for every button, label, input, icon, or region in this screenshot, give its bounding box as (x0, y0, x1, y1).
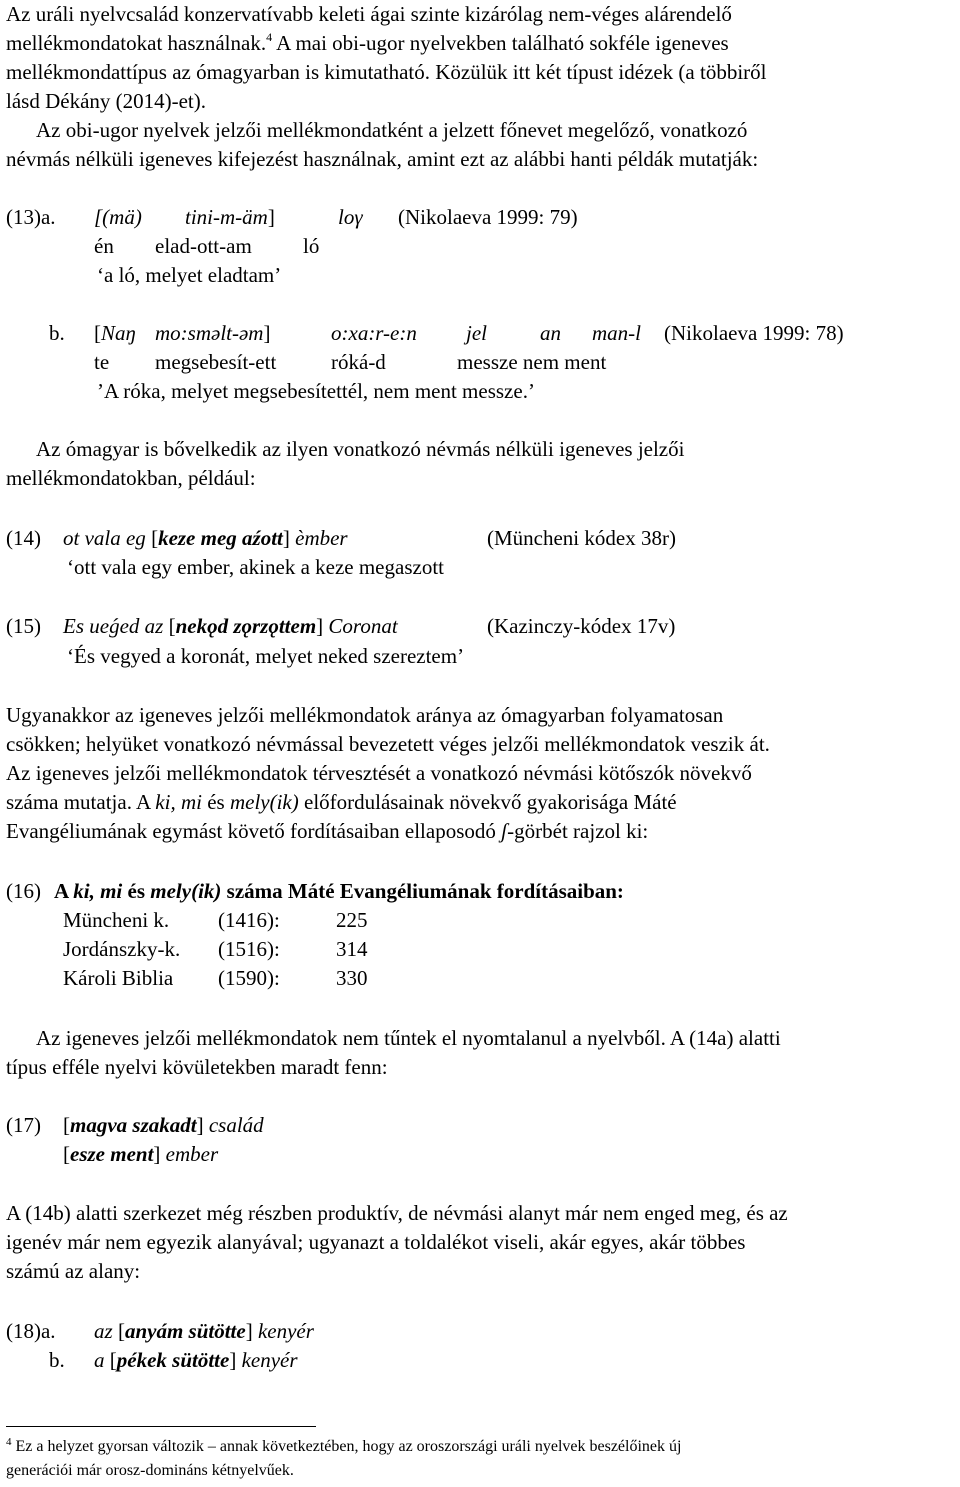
example-13a-words: [(mä) (94, 205, 142, 229)
table-row-name: Jordánszky-k. (63, 937, 181, 961)
footnote-ref: 4 (266, 30, 273, 44)
footnote-line-1: $^4$ Ez a helyzet gyorsan változik – annak következtében, hogy az oroszországi uráli nyelvek beszélőinek új (6, 1436, 682, 1455)
p6-line-2: igenév már nem egyezik alanyával; ugyanazt a toldalékot viseli, akár egyes, akár többes (6, 1230, 746, 1254)
p4-line-2: csökken; helyüket vonatkozó névmással bevezetett véges jelzői mellékmondatok veszik át. (6, 732, 770, 756)
example-13b-w1: [Naŋ (94, 321, 136, 345)
example-18a-label: (18)a. (6, 1319, 56, 1343)
example-13a-verb: tini-m-äm] (185, 205, 275, 229)
p3-line-1: Az ómagyar is bővelkedik az ilyen vonatkozó névmás nélküli igeneves jelzői (36, 437, 685, 461)
example-14-source: (Müncheni kódex 38r) (487, 526, 676, 550)
example-18b-label: b. (49, 1348, 65, 1372)
footnote-line-2: generációi már orosz-domináns kétnyelvűek. (6, 1462, 294, 1479)
example-13b-label: b. (49, 321, 65, 345)
p2-line-1: Az obi-ugor nyelvek jelzői mellékmondatként a jelzett főnevet megelőző, vonatkozó (36, 118, 748, 142)
p1-line-4: lásd Dékány (2014)-et). (6, 89, 207, 113)
footnote-separator (6, 1426, 316, 1427)
example-17-label: (17) (6, 1113, 41, 1137)
example-13a-translation: ‘a ló, melyet eladtam’ (97, 263, 282, 287)
example-13a-label: (13)a. (6, 205, 56, 229)
p4-line-5: Evangéliumának egymást követő fordításaiban ellaposodó ʃ-görbét rajzol ki: (6, 819, 649, 843)
table-row-year: (1516): (218, 937, 280, 961)
p3-line-2: mellékmondatokban, például: (6, 466, 256, 490)
table-row-count: 225 (336, 908, 368, 932)
example-13b-gloss-1: te (94, 350, 110, 374)
p4-line-1: Ugyanakkor az igeneves jelzői mellékmondatok aránya az ómagyarban folyamatosan (6, 703, 724, 727)
p6-line-1: A (14b) alatti szerkezet még részben produktív, de névmási alanyt már nem enged meg, és az (6, 1201, 788, 1225)
example-18b-text: a [pékek sütötte] kenyér (94, 1348, 298, 1372)
example-14-label: (14) (6, 526, 41, 550)
example-13a-gloss-1: én (94, 234, 114, 258)
example-13a-noun: loγ (338, 205, 363, 229)
p1-line-3: mellékmondattípus az ómagyarban is kimutatható. Közülük itt két típust idézek (a többiről (6, 60, 767, 84)
example-13b-gloss-2: megsebesít-ett (155, 350, 277, 374)
example-17-row-1: [magva szakadt] család (63, 1113, 264, 1137)
table-row-year: (1416): (218, 908, 280, 932)
p5-line-2: típus efféle nyelvi kövületekben maradt fenn: (6, 1055, 388, 1079)
footnote-number: 4 (6, 1436, 12, 1448)
example-14-translation: ‘ott vala egy ember, akinek a keze megaszott (67, 555, 444, 579)
example-13b-w5: an (540, 321, 561, 345)
example-15-label: (15) (6, 614, 41, 638)
example-13b-gloss-3: róká-d (331, 350, 386, 374)
p4-line-3: Az igeneves jelzői mellékmondatok térvesztését a vonatkozó névmási kötőszók növekvő (6, 761, 752, 785)
example-15-source: (Kazinczy-kódex 17v) (487, 614, 676, 638)
example-13b-w3: o:xa:r-e:n (331, 321, 417, 345)
example-16-heading: A ki, mi és mely(ik) száma Máté Evangéliumának fordításaiban: (54, 879, 624, 903)
p6-line-3: számú az alany: (6, 1259, 141, 1283)
table-row-count: 330 (336, 966, 368, 990)
example-13b-translation: ’A róka, melyet megsebesítettél, nem ment messze.’ (97, 379, 535, 403)
example-13b-w4: jel (466, 321, 487, 345)
table-row-name: Müncheni k. (63, 908, 170, 932)
table-row-count: 314 (336, 937, 368, 961)
example-15-text: Es ueǵed az [nekǫd zǫrzǫttem] Coronat (63, 614, 398, 638)
p4-line-4: száma mutatja. A ki, mi és mely(ik) előfordulásainak növekvő gyakorisága Máté (6, 790, 677, 814)
p1-line-2: mellékmondatokat használnak.$^4$ A mai obi-ugor nyelvekben található sokféle igeneves (6, 30, 729, 55)
example-13b-w2: mo:smǝlt-ǝm] (155, 321, 271, 345)
p1-line-1: Az uráli nyelvcsalád konzervatívabb keleti ágai szinte kizárólag nem-véges alárendelő (6, 2, 732, 26)
example-17-row-2: [esze ment] ember (63, 1142, 219, 1166)
example-13b-w6: man-l (592, 321, 641, 345)
example-13a-source: (Nikolaeva 1999: 79) (398, 205, 578, 229)
table-row-name: Károli Biblia (63, 966, 174, 990)
example-13a-gloss-3: ló (303, 234, 320, 258)
example-16-label: (16) (6, 879, 41, 903)
example-14-text: ot vala eg [keze meg aźott] èmber (63, 526, 348, 550)
table-row-year: (1590): (218, 966, 280, 990)
example-18a-text: az [anyám sütötte] kenyér (94, 1319, 314, 1343)
p5-line-1: Az igeneves jelzői mellékmondatok nem tűntek el nyomtalanul a nyelvből. A (14a) alatti (36, 1026, 781, 1050)
p2-line-2: névmás nélküli igeneves kifejezést használnak, amint ezt az alábbi hanti példák mutatják: (6, 147, 759, 171)
example-15-translation: ‘És vegyed a koronát, melyet neked szereztem’ (67, 644, 465, 668)
example-13b-source: (Nikolaeva 1999: 78) (664, 321, 844, 345)
example-13b-gloss-4: messze nem ment (457, 350, 607, 374)
example-13a-gloss-2: elad-ott-am (155, 234, 252, 258)
